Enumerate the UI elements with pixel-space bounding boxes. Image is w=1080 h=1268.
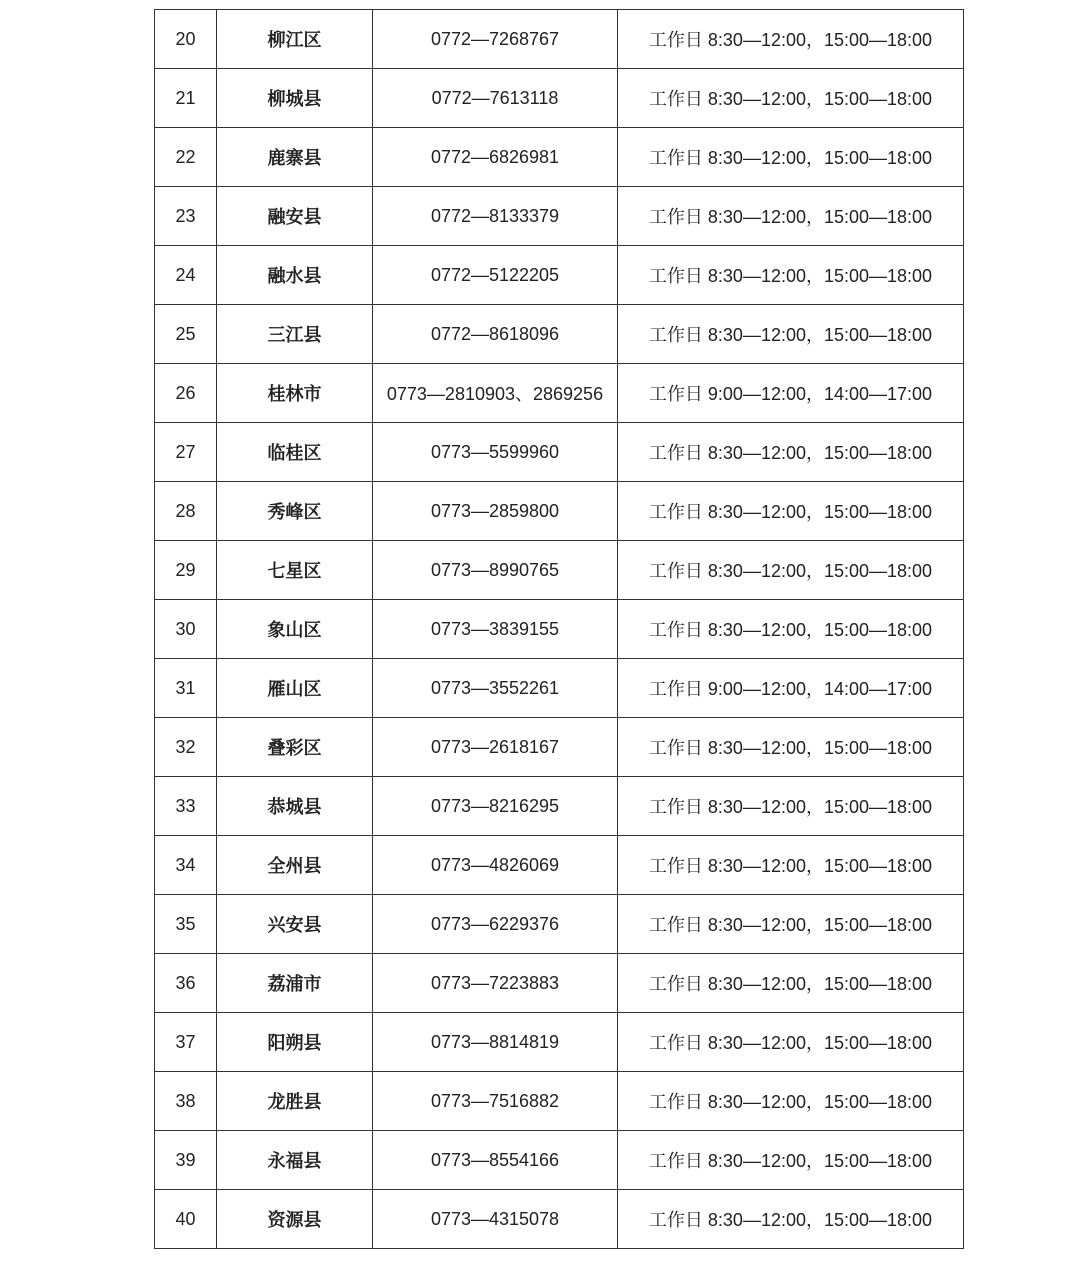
working-hours: 工作日 8:30—12:00，15:00—18:00 xyxy=(618,482,964,541)
phone-number: 0773—4315078 xyxy=(373,1190,618,1249)
region-name: 融水县 xyxy=(217,246,373,305)
phone-number: 0773—8814819 xyxy=(373,1013,618,1072)
phone-number: 0773—5599960 xyxy=(373,423,618,482)
phone-number: 0772—6826981 xyxy=(373,128,618,187)
row-number: 39 xyxy=(155,1131,217,1190)
table-row xyxy=(155,482,964,541)
table-row xyxy=(155,187,964,246)
table-body xyxy=(155,10,964,1249)
region-name: 全州县 xyxy=(217,836,373,895)
table-row xyxy=(155,718,964,777)
row-number: 31 xyxy=(155,659,217,718)
region-name: 三江县 xyxy=(217,305,373,364)
table-row xyxy=(155,10,964,69)
row-number: 20 xyxy=(155,10,217,69)
region-name: 龙胜县 xyxy=(217,1072,373,1131)
row-number: 38 xyxy=(155,1072,217,1131)
working-hours: 工作日 9:00—12:00，14:00—17:00 xyxy=(618,659,964,718)
phone-number: 0772—7613118 xyxy=(373,69,618,128)
row-number: 25 xyxy=(155,305,217,364)
working-hours: 工作日 8:30—12:00，15:00—18:00 xyxy=(618,1072,964,1131)
table-row xyxy=(155,600,964,659)
table-row xyxy=(155,128,964,187)
region-name: 永福县 xyxy=(217,1131,373,1190)
table-row xyxy=(155,1013,964,1072)
table-row xyxy=(155,1190,964,1249)
region-name: 七星区 xyxy=(217,541,373,600)
phone-number: 0773—3839155 xyxy=(373,600,618,659)
working-hours: 工作日 8:30—12:00，15:00—18:00 xyxy=(618,10,964,69)
row-number: 35 xyxy=(155,895,217,954)
table-row xyxy=(155,541,964,600)
phone-number: 0773—2859800 xyxy=(373,482,618,541)
row-number: 40 xyxy=(155,1190,217,1249)
phone-number: 0773—4826069 xyxy=(373,836,618,895)
region-name: 雁山区 xyxy=(217,659,373,718)
phone-number: 0772—8133379 xyxy=(373,187,618,246)
table-row xyxy=(155,246,964,305)
region-name: 桂林市 xyxy=(217,364,373,423)
phone-number: 0773—2810903、2869256 xyxy=(373,364,618,423)
table-row xyxy=(155,423,964,482)
working-hours: 工作日 8:30—12:00，15:00—18:00 xyxy=(618,541,964,600)
phone-number: 0773—8554166 xyxy=(373,1131,618,1190)
row-number: 27 xyxy=(155,423,217,482)
row-number: 32 xyxy=(155,718,217,777)
region-name: 象山区 xyxy=(217,600,373,659)
phone-number: 0773—7516882 xyxy=(373,1072,618,1131)
table-row xyxy=(155,895,964,954)
row-number: 24 xyxy=(155,246,217,305)
working-hours: 工作日 8:30—12:00，15:00—18:00 xyxy=(618,718,964,777)
region-name: 荔浦市 xyxy=(217,954,373,1013)
region-name: 资源县 xyxy=(217,1190,373,1249)
row-number: 21 xyxy=(155,69,217,128)
table-row xyxy=(155,836,964,895)
table-row xyxy=(155,305,964,364)
table-row xyxy=(155,659,964,718)
row-number: 22 xyxy=(155,128,217,187)
phone-number: 0773—6229376 xyxy=(373,895,618,954)
working-hours: 工作日 8:30—12:00，15:00—18:00 xyxy=(618,600,964,659)
working-hours: 工作日 8:30—12:00，15:00—18:00 xyxy=(618,128,964,187)
table-row xyxy=(155,777,964,836)
region-name: 兴安县 xyxy=(217,895,373,954)
working-hours: 工作日 8:30—12:00，15:00—18:00 xyxy=(618,1131,964,1190)
table-row xyxy=(155,69,964,128)
working-hours: 工作日 8:30—12:00，15:00—18:00 xyxy=(618,305,964,364)
phone-number: 0772—7268767 xyxy=(373,10,618,69)
row-number: 36 xyxy=(155,954,217,1013)
row-number: 33 xyxy=(155,777,217,836)
working-hours: 工作日 8:30—12:00，15:00—18:00 xyxy=(618,423,964,482)
phone-number: 0772—8618096 xyxy=(373,305,618,364)
phone-number: 0773—8216295 xyxy=(373,777,618,836)
region-name: 秀峰区 xyxy=(217,482,373,541)
region-name: 柳城县 xyxy=(217,69,373,128)
working-hours: 工作日 9:00—12:00，14:00—17:00 xyxy=(618,364,964,423)
region-name: 阳朔县 xyxy=(217,1013,373,1072)
table-row xyxy=(155,1072,964,1131)
region-name: 叠彩区 xyxy=(217,718,373,777)
working-hours: 工作日 8:30—12:00，15:00—18:00 xyxy=(618,895,964,954)
region-name: 柳江区 xyxy=(217,10,373,69)
working-hours: 工作日 8:30—12:00，15:00—18:00 xyxy=(618,187,964,246)
phone-number: 0773—7223883 xyxy=(373,954,618,1013)
row-number: 30 xyxy=(155,600,217,659)
table-row xyxy=(155,1131,964,1190)
row-number: 28 xyxy=(155,482,217,541)
phone-number: 0773—8990765 xyxy=(373,541,618,600)
phone-number: 0772—5122205 xyxy=(373,246,618,305)
working-hours: 工作日 8:30—12:00，15:00—18:00 xyxy=(618,69,964,128)
row-number: 34 xyxy=(155,836,217,895)
phone-number: 0773—2618167 xyxy=(373,718,618,777)
table-row xyxy=(155,954,964,1013)
working-hours: 工作日 8:30—12:00，15:00—18:00 xyxy=(618,1190,964,1249)
working-hours: 工作日 8:30—12:00，15:00—18:00 xyxy=(618,836,964,895)
row-number: 29 xyxy=(155,541,217,600)
row-number: 23 xyxy=(155,187,217,246)
table-row xyxy=(155,364,964,423)
row-number: 37 xyxy=(155,1013,217,1072)
region-name: 鹿寨县 xyxy=(217,128,373,187)
working-hours: 工作日 8:30—12:00，15:00—18:00 xyxy=(618,246,964,305)
region-name: 融安县 xyxy=(217,187,373,246)
row-number: 26 xyxy=(155,364,217,423)
region-name: 临桂区 xyxy=(217,423,373,482)
working-hours: 工作日 8:30—12:00，15:00—18:00 xyxy=(618,1013,964,1072)
phone-number: 0773—3552261 xyxy=(373,659,618,718)
working-hours: 工作日 8:30—12:00，15:00—18:00 xyxy=(618,954,964,1013)
working-hours: 工作日 8:30—12:00，15:00—18:00 xyxy=(618,777,964,836)
region-name: 恭城县 xyxy=(217,777,373,836)
contact-table xyxy=(154,9,964,1249)
